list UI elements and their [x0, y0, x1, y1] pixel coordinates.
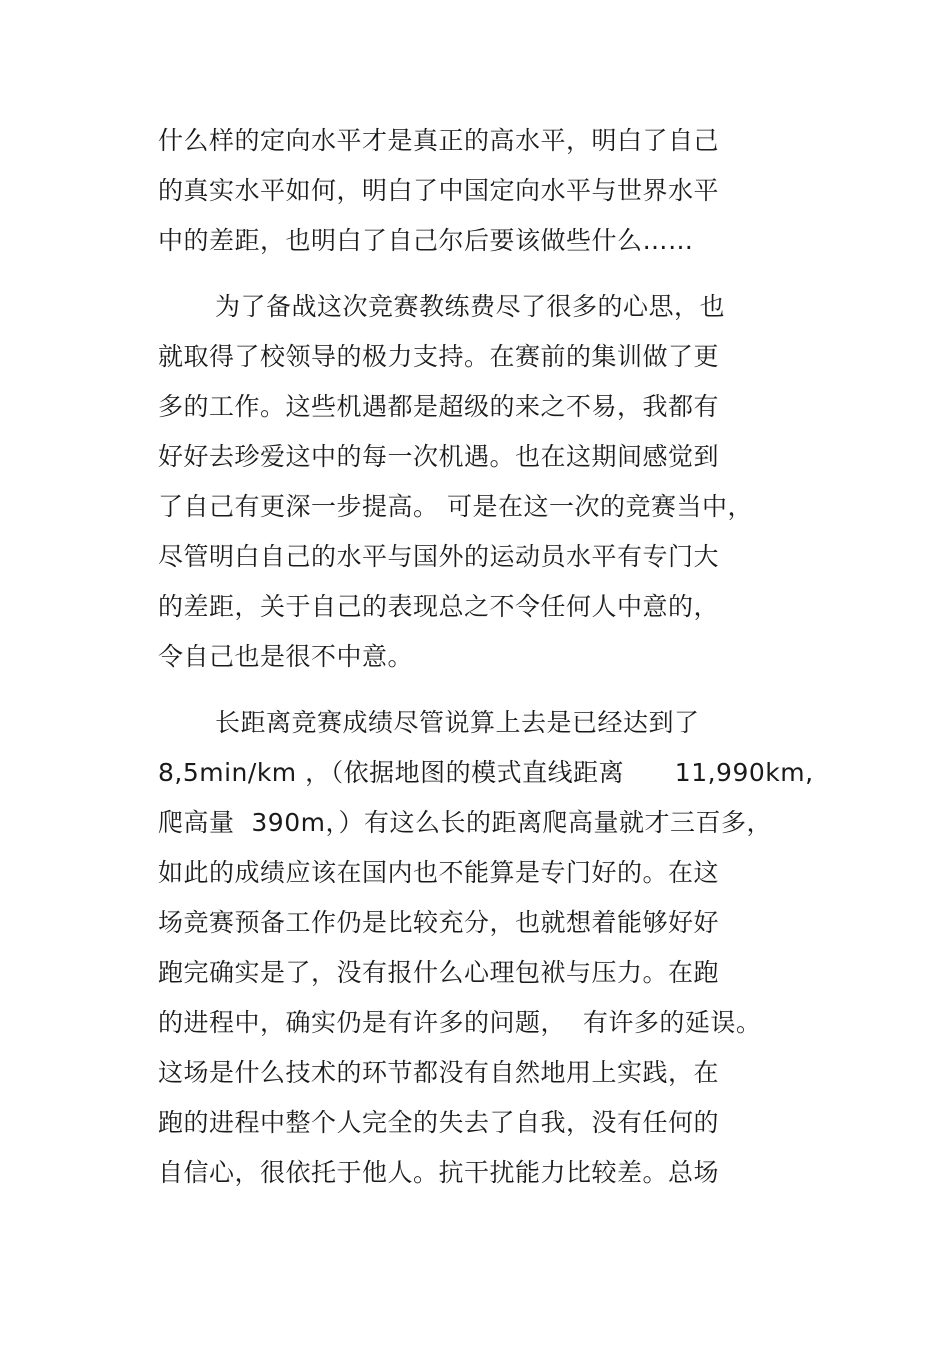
paragraph-3-line-2: 8,5min/km ，（依据地图的模式直线距离 11,990km,: [158, 758, 814, 787]
paragraph-3-line-10: 自信心，很依托于他人。抗干扰能力比较差。总场: [158, 1158, 720, 1187]
paragraph-2-line-3: 多的工作。这些机遇都是超级的来之不易，我都有: [158, 392, 720, 421]
paragraph-3-line-7: 的进程中，确实仍是有许多的问题， 有许多的延误。: [158, 1008, 762, 1037]
paragraph-3-line-5: 场竞赛预备工作仍是比较充分，也就想着能够好好: [158, 908, 720, 937]
paragraph-3-line-4: 如此的成绩应该在国内也不能算是专门好的。在这: [158, 858, 720, 887]
paragraph-3-line-9: 跑的进程中整个人完全的失去了自我，没有任何的: [158, 1108, 720, 1137]
paragraph-1-line-2: 的真实水平如何，明白了中国定向水平与世界水平: [158, 176, 720, 205]
paragraph-2-line-5: 了自己有更深一步提高。 可是在这一次的竞赛当中，: [158, 492, 753, 521]
paragraph-2-line-1: 为了备战这次竞赛教练费尽了很多的心思，也: [215, 292, 726, 321]
paragraph-3-line-1: 长距离竞赛成绩尽管说算上去是已经达到了: [215, 708, 700, 737]
paragraph-2-line-7: 的差距，关于自己的表现总之不令任何人中意的，: [158, 592, 720, 621]
paragraph-2-line-4: 好好去珍爱这中的每一次机遇。也在这期间感觉到: [158, 442, 720, 471]
paragraph-1-line-3: 中的差距，也明白了自己尔后要该做些什么……: [158, 226, 694, 255]
paragraph-3-line-3: 爬高量 390m，）有这么长的距离爬高量就才三百多，: [158, 808, 772, 837]
paragraph-2-line-2: 就取得了校领导的极力支持。在赛前的集训做了更: [158, 342, 720, 371]
paragraph-3-line-6: 跑完确实是了，没有报什么心理包袱与压力。在跑: [158, 958, 720, 987]
paragraph-2-line-6: 尽管明白自己的水平与国外的运动员水平有专门大: [158, 542, 720, 571]
paragraph-1-line-1: 什么样的定向水平才是真正的高水平，明白了自己: [158, 126, 720, 155]
paragraph-2-line-8: 令自己也是很不中意。: [158, 642, 414, 671]
paragraph-3-line-8: 这场是什么技术的环节都没有自然地用上实践，在: [158, 1058, 720, 1087]
